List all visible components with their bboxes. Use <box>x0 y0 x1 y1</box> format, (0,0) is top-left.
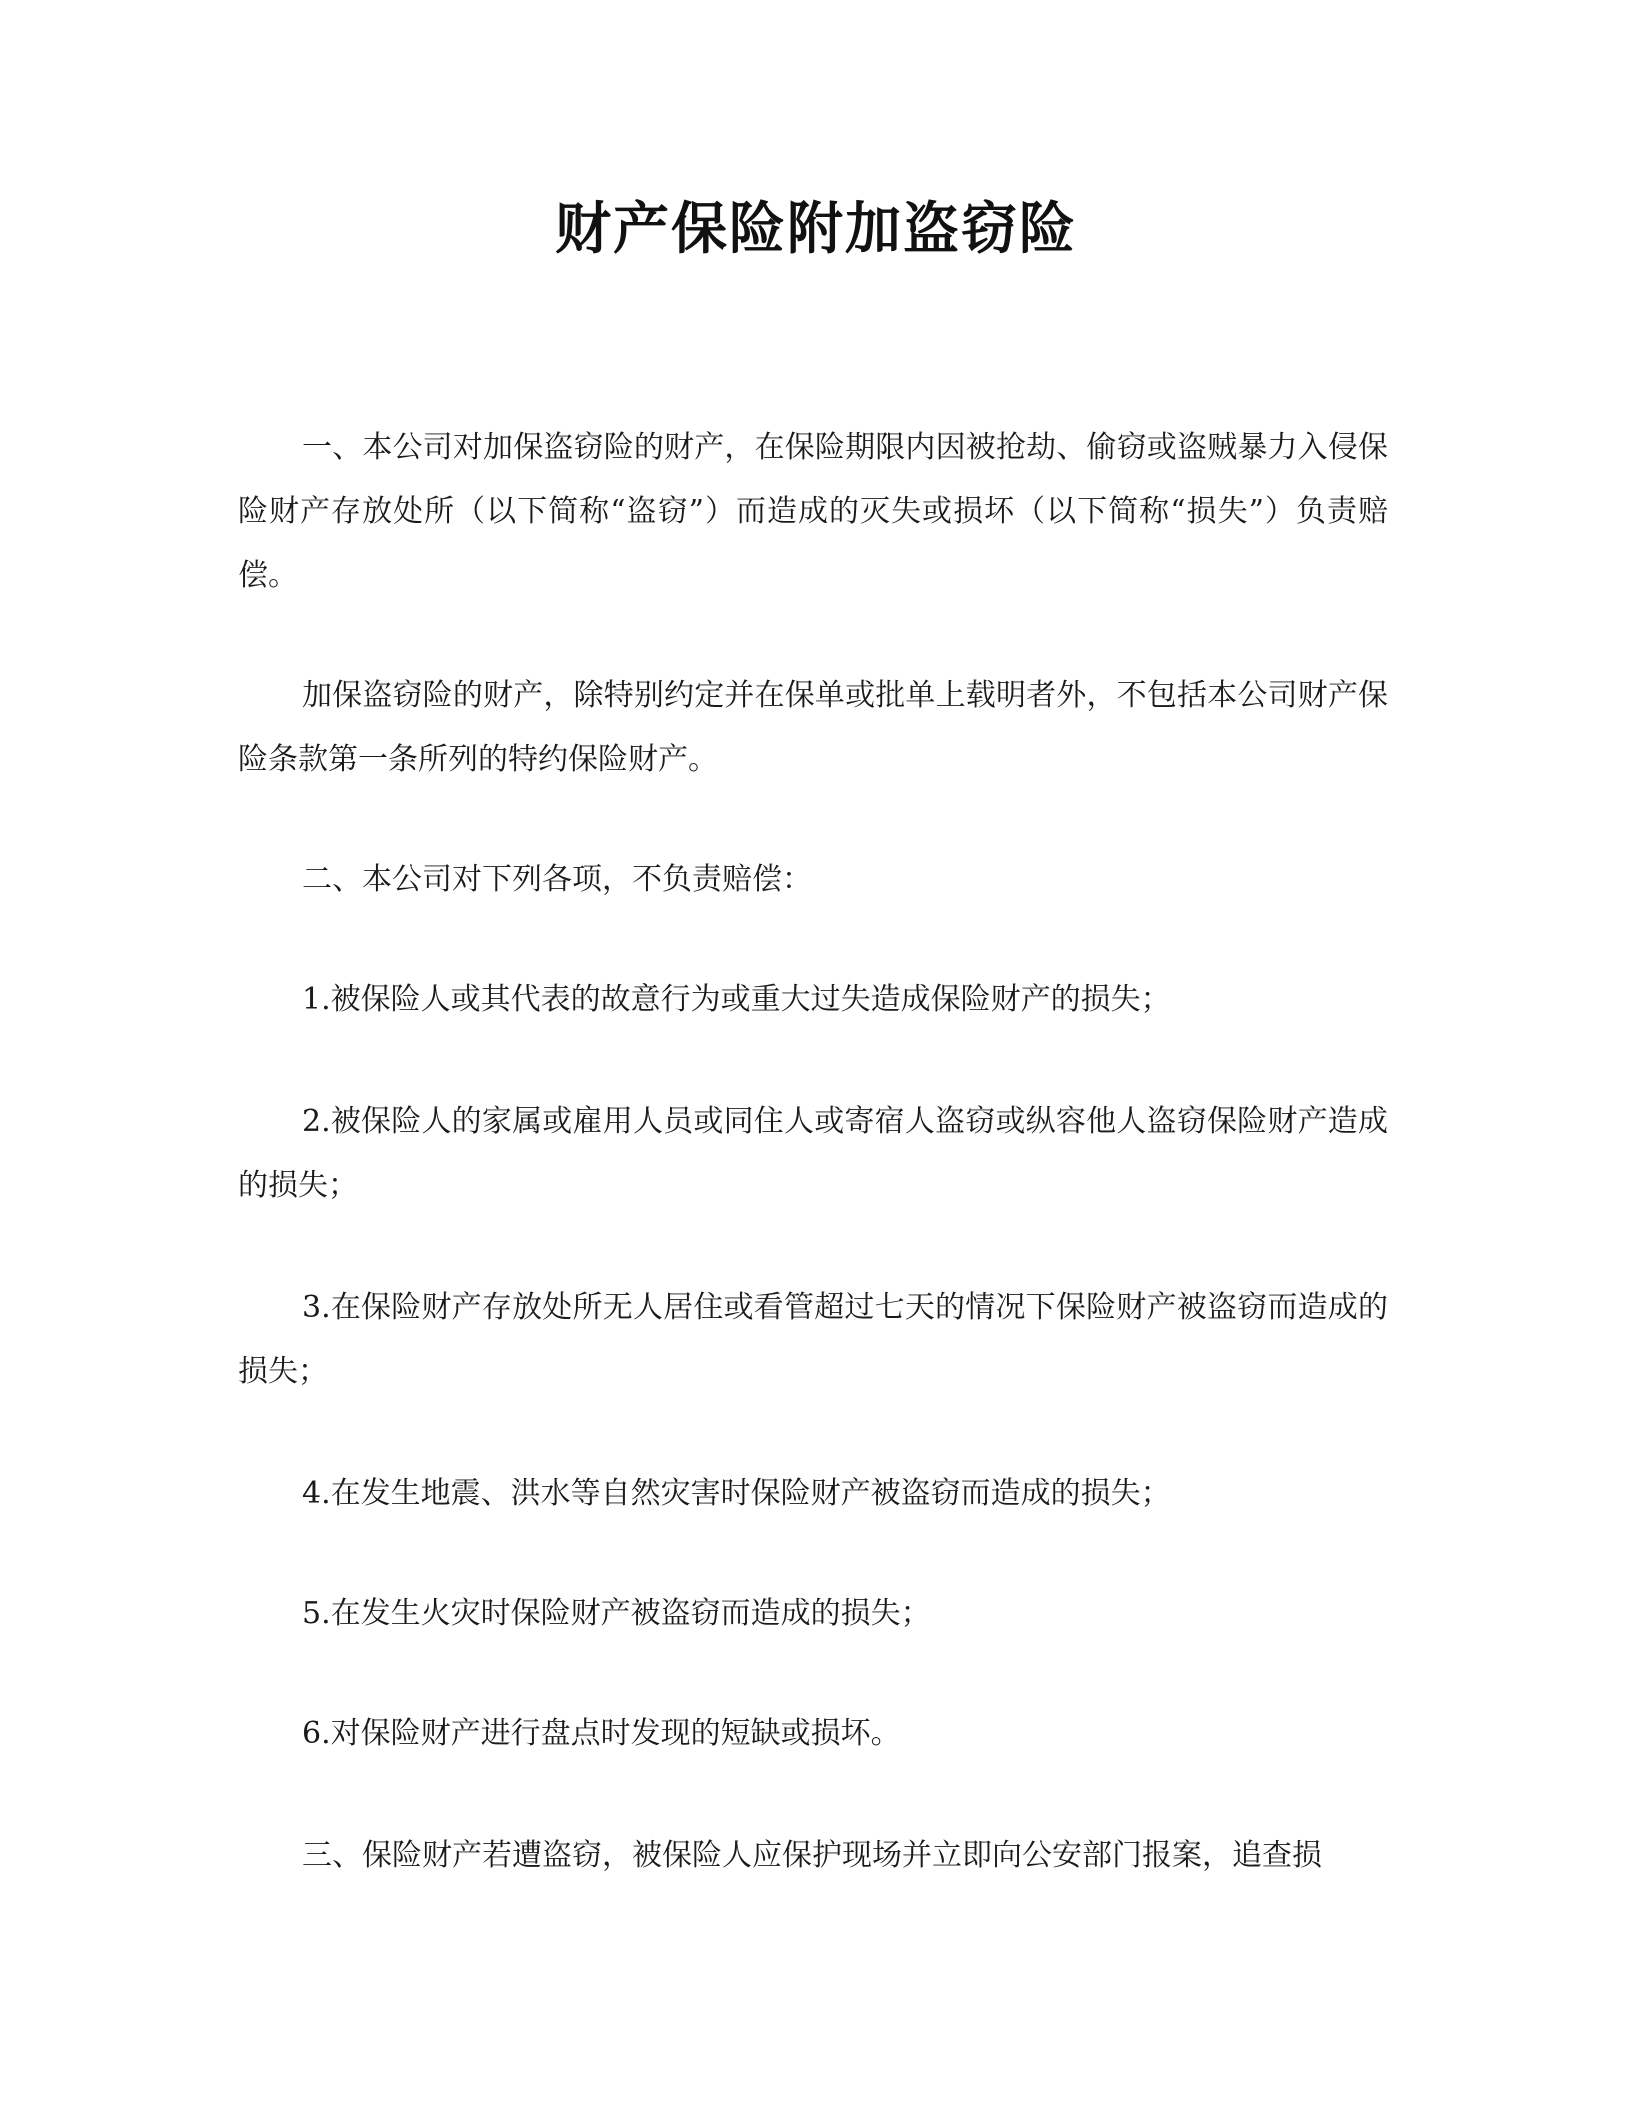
list-item-exclusion-6: 6.对保险财产进行盘点时发现的短缺或损坏。 <box>302 1716 901 1751</box>
paragraph-clause-1: 一、本公司对加保盗窃险的财产，在保险期限内因被抢劫、偷窃或盗贼暴力入侵保险财产存放处所（以下简称“盗窃”）而造成的灭失或损坏（以下简称“损失”）负责赔偿。 <box>238 430 1388 593</box>
document-title: 财产保险附加盗窃险 <box>555 197 1077 262</box>
list-item-exclusion-4: 4.在发生地震、洪水等自然灾害时保险财产被盗窃而造成的损失； <box>302 1476 1171 1511</box>
paragraph-clause-1-note: 加保盗窃险的财产，除特别约定并在保单或批单上载明者外，不包括本公司财产保险条款第一条所列的特约保险财产。 <box>238 678 1388 777</box>
paragraph-clause-2: 二、本公司对下列各项，不负责赔偿： <box>302 862 812 897</box>
list-item-exclusion-3: 3.在保险财产存放处所无人居住或看管超过七天的情况下保险财产被盗窃而造成的损失； <box>238 1290 1388 1389</box>
list-item-exclusion-2: 2.被保险人的家属或雇用人员或同住人或寄宿人盗窃或纵容他人盗窃保险财产造成的损失； <box>238 1104 1388 1203</box>
list-item-exclusion-1: 1.被保险人或其代表的故意行为或重大过失造成保险财产的损失； <box>302 982 1171 1017</box>
paragraph-clause-3: 三、保险财产若遭盗窃，被保险人应保护现场并立即向公安部门报案，追查损 <box>302 1838 1322 1873</box>
list-item-exclusion-5: 5.在发生火灾时保险财产被盗窃而造成的损失； <box>302 1596 931 1631</box>
